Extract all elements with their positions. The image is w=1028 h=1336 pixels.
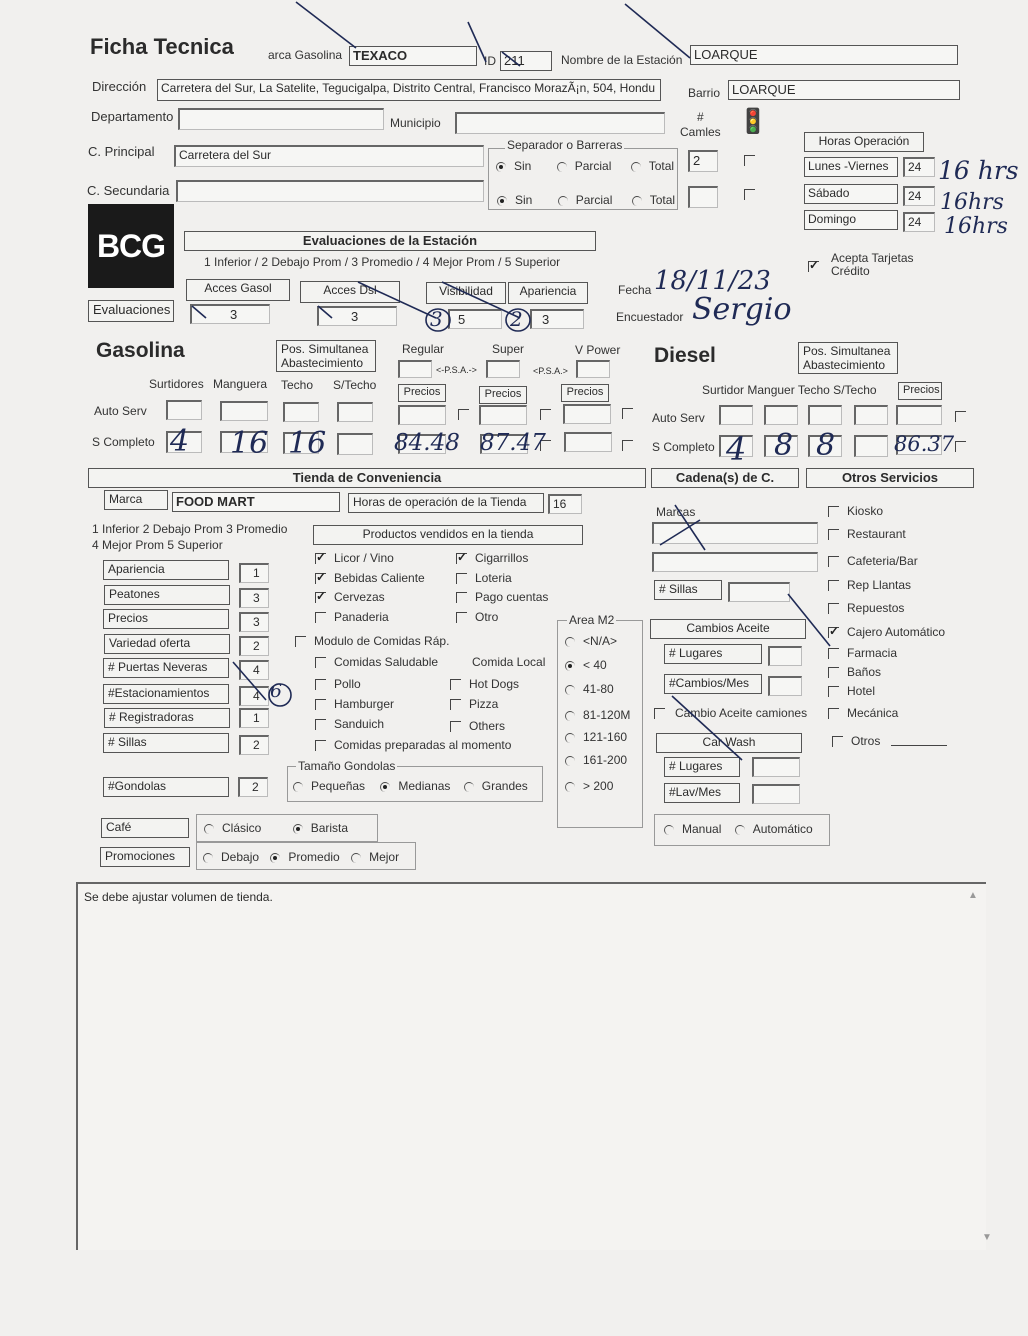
form-title: Ficha Tecnica: [90, 34, 234, 59]
otros-label: Cajero Automático: [847, 625, 946, 639]
marcas-field-2[interactable]: [652, 552, 818, 572]
barrio-label: Barrio: [688, 86, 721, 100]
cadena-sillas-label: # Sillas: [654, 580, 722, 600]
tienda-horas-label: Horas de operación de la Tienda: [348, 493, 544, 513]
manguera-label: Manguera: [213, 377, 268, 391]
diesel-pos-simultanea: Pos. Simultanea Abastecimiento: [798, 342, 898, 374]
gas-auto-regular-precio[interactable]: [398, 405, 446, 425]
carwash-mode-options: [664, 822, 813, 836]
tamano-label: Grandes: [481, 779, 528, 793]
wash-option-label: Manual: [682, 822, 722, 836]
techo-label: Techo: [281, 378, 314, 392]
area-option-label: 161-200: [583, 753, 628, 767]
productos-title: Productos vendidos en la tienda: [313, 525, 583, 545]
apariencia-eval-note: 2: [510, 307, 523, 331]
gas-auto-vpower-check[interactable]: [622, 405, 641, 420]
tamano-options: [293, 779, 528, 793]
gas-regular-precio-hand: 84.48: [394, 430, 460, 456]
diesel-completo-stecho[interactable]: [854, 435, 888, 457]
separador1-sin-radio[interactable]: [496, 162, 506, 172]
camiles-field-2[interactable]: [688, 186, 718, 208]
calle-secundaria-label: C. Secundaria: [87, 183, 170, 198]
gas-auto-super-precio[interactable]: [479, 405, 527, 425]
otros-mecanica[interactable]: [828, 706, 898, 720]
separador-row1: [496, 159, 674, 173]
comida-label: Hamburger: [334, 697, 395, 711]
comments-area[interactable]: [76, 882, 986, 1250]
tarjetas-checkbox[interactable]: [808, 258, 827, 273]
cambios-aceite-title: Cambios Aceite: [650, 619, 806, 639]
visibilidad-note: 3: [430, 307, 443, 331]
otros-label: Kiosko: [847, 504, 884, 518]
cambios-mes-label: #Cambios/Mes: [664, 674, 762, 694]
gondolas-label: #Gondolas: [103, 777, 229, 797]
acces-gasol-label: Acces Gasol: [186, 279, 290, 301]
horas-lunes-label: Lunes -Viernes: [804, 157, 898, 177]
area-option-label: > 200: [583, 779, 614, 793]
comida-label: Others: [469, 719, 506, 733]
super-psa-field[interactable]: [486, 360, 520, 378]
psa-label-1: <-P.S.A.->: [436, 365, 477, 375]
promo-option-label: Debajo: [221, 850, 260, 864]
comida-hamburger[interactable]: [315, 697, 394, 711]
prod-otro[interactable]: [456, 610, 498, 624]
promo-option-label: Promedio: [288, 850, 340, 864]
prod-label: Bebidas Caliente: [334, 571, 425, 585]
prod-label: Pago cuentas: [475, 590, 549, 604]
variedad-field[interactable]: 2: [239, 636, 269, 656]
tamano-medianas-radio[interactable]: [380, 782, 390, 792]
regular-label: Regular: [402, 342, 445, 356]
cambios-lugares-field[interactable]: [768, 646, 802, 666]
horas-lunes-note: 16 hrs: [938, 156, 1019, 185]
area-option-label: < 40: [583, 658, 607, 672]
promo-debajo-radio[interactable]: [203, 853, 213, 863]
comments-text: Se debe ajustar volumen de tienda.: [84, 890, 273, 904]
diesel-completo-check[interactable]: [955, 438, 974, 453]
comida-label: Hot Dogs: [469, 677, 520, 691]
gas-auto-vpower-precio[interactable]: [563, 404, 611, 424]
gondolas-field[interactable]: 2: [238, 777, 268, 797]
camiones-label: Cambio Aceite camiones: [675, 706, 808, 720]
comida-saludable[interactable]: [315, 655, 438, 669]
diesel-auto-manguera[interactable]: [764, 405, 798, 425]
regular-precios-label: Precios: [398, 384, 446, 402]
precios-label: Precios: [103, 609, 229, 629]
otros-banos[interactable]: [828, 665, 881, 679]
prod-licor[interactable]: [315, 551, 394, 565]
gas-auto-manguera[interactable]: [220, 401, 268, 421]
separador2-total-radio[interactable]: [632, 196, 642, 206]
cafe-option-label: Barista: [310, 821, 349, 835]
stroke-mark: [625, 4, 690, 58]
psa-label-2: <P.S.A.>: [533, 366, 568, 376]
area-lt40[interactable]: [565, 658, 607, 672]
precios-field[interactable]: 3: [239, 612, 269, 632]
puertas-neveras-label: # Puertas Neveras: [103, 658, 229, 678]
otros-label: Mecánica: [847, 706, 899, 720]
apariencia-eval-field[interactable]: 3: [530, 309, 584, 329]
prod-pago-cuentas[interactable]: [456, 590, 548, 604]
gas-completo-surtidores-hand: 4: [170, 424, 190, 459]
prod-loteria[interactable]: [456, 571, 512, 585]
calle-principal-label: C. Principal: [88, 144, 155, 159]
otros-label: Rep Llantas: [847, 578, 912, 592]
comida-pollo[interactable]: [315, 677, 361, 691]
cadena-sillas-field[interactable]: [728, 582, 790, 602]
area-group: [557, 620, 643, 828]
prod-cigarrillos[interactable]: [456, 551, 528, 565]
diesel-auto-serv-label: Auto Serv: [652, 411, 705, 425]
carwash-title: Car Wash: [656, 733, 802, 753]
comida-pizza[interactable]: [450, 697, 498, 711]
gas-auto-surtidores[interactable]: [166, 400, 202, 420]
comida-local-label: Comida Local: [472, 655, 546, 669]
cafe-label: Café: [101, 818, 189, 838]
otros-title: Otros Servicios: [806, 468, 974, 488]
departamento-label: Departamento: [91, 109, 174, 124]
prod-label: Cigarrillos: [475, 551, 529, 565]
cafe-clasico-radio[interactable]: [204, 824, 214, 834]
area-option-label: <N/A>: [583, 634, 618, 648]
diesel-auto-surtidor[interactable]: [719, 405, 753, 425]
tienda-sillas-field[interactable]: 2: [239, 735, 269, 755]
nombre-estacion-field[interactable]: LOARQUE: [690, 45, 958, 65]
otros-label: Baños: [847, 665, 882, 679]
promo-mejor-radio[interactable]: [351, 853, 361, 863]
cafe-barista-radio[interactable]: [293, 824, 303, 834]
tienda-horas-field[interactable]: 16: [548, 494, 582, 514]
estacionamientos-note: 6: [270, 680, 283, 702]
tienda-scale-1: 1 Inferior 2 Debajo Prom 3 Promedio: [92, 522, 288, 536]
diesel-completo-label: S Completo: [652, 440, 715, 454]
gas-completo-vpower-precio[interactable]: [564, 432, 612, 452]
otros-restaurant[interactable]: [828, 527, 906, 541]
gas-auto-serv-label: Auto Serv: [94, 404, 147, 418]
gas-completo-manguera-hand: 16: [230, 426, 269, 461]
marca-gasolina-label: arca Gasolina: [268, 48, 343, 62]
gas-completo-techo-hand: 16: [288, 426, 327, 461]
apariencia-field[interactable]: 1: [239, 563, 269, 583]
gas-completo-vpower-check[interactable]: [622, 437, 641, 452]
gasolina-title: Gasolina: [96, 339, 185, 362]
comida-label: Comidas Saludable: [334, 655, 439, 669]
vpower-precios-label: Precios: [561, 384, 609, 402]
direccion-field[interactable]: Carretera del Sur, La Satelite, Tegucigalpa, Distrito Central, Francisco MorazÃ¡n, 504, Hondu: [157, 79, 661, 101]
camiles-hash: #: [697, 110, 704, 124]
horas-domingo-note: 16hrs: [944, 214, 1008, 239]
tienda-scale-2: 4 Mejor Prom 5 Superior: [92, 538, 223, 552]
evaluaciones-scale: 1 Inferior / 2 Debajo Prom / 3 Promedio / 4 Mejor Prom / 5 Superior: [204, 255, 561, 269]
super-label: Super: [492, 342, 525, 356]
area-label: Area M2: [569, 613, 615, 627]
marcas-field-1[interactable]: [652, 522, 818, 544]
wash-option-label: Automático: [752, 822, 813, 836]
prod-label: Cervezas: [334, 590, 385, 604]
tarjetas-label: Acepta Tarjetas Crédito: [831, 251, 914, 278]
camiles-field[interactable]: 2: [688, 150, 718, 172]
comida-label: Pizza: [469, 697, 499, 711]
cafe-options: [204, 821, 348, 835]
diesel-cols-label: Surtidor Manguer Techo S/Techo: [702, 383, 877, 397]
carwash-lugares-label: # Lugares: [664, 757, 740, 777]
gas-auto-techo[interactable]: [283, 402, 319, 422]
diesel-auto-check[interactable]: [955, 408, 974, 423]
carwash-lav-field[interactable]: [752, 784, 800, 804]
calle-principal-field[interactable]: Carretera del Sur: [174, 145, 484, 167]
evaluaciones-button[interactable]: Evaluaciones: [88, 300, 174, 322]
horas-operacion-title: Horas Operación: [804, 132, 924, 152]
regular-psa-field[interactable]: [398, 360, 432, 378]
municipio-field[interactable]: [455, 112, 665, 134]
marca-gasolina-field[interactable]: TEXACO: [349, 46, 477, 66]
otros-label: Repuestos: [847, 601, 905, 615]
separador2-parcial-radio[interactable]: [558, 196, 568, 206]
puertas-neveras-field[interactable]: 4: [239, 660, 269, 680]
prod-bebidas[interactable]: [315, 571, 425, 585]
carwash-automatico-radio[interactable]: [735, 825, 745, 835]
tienda-marca-label: Marca: [104, 490, 168, 510]
acces-dsl-label: Acces Dsl: [300, 281, 400, 303]
cadena-title: Cadena(s) de C.: [651, 468, 799, 488]
cambios-lugares-label: # Lugares: [664, 644, 762, 664]
marcas-label: Marcas: [656, 505, 696, 519]
prod-label: Loteria: [475, 571, 512, 585]
comida-label: Pollo: [334, 677, 361, 691]
peatones-label: Peatones: [104, 585, 230, 605]
modulo-comidas[interactable]: [295, 634, 449, 648]
comida-preparada[interactable]: [315, 738, 511, 752]
diesel-auto-stecho[interactable]: [854, 405, 888, 425]
encuestador-value: Sergio: [692, 292, 792, 327]
cafe-option-label: Clásico: [222, 821, 262, 835]
area-121-160[interactable]: [565, 730, 627, 744]
gas-completo-stecho[interactable]: [337, 433, 373, 455]
opt-label: Total: [648, 159, 675, 173]
stroke-mark: [296, 2, 356, 48]
gondolas-tamano-label: Tamaño Gondolas: [298, 759, 396, 773]
estacionamientos-label: #Estacionamientos: [103, 684, 229, 704]
direccion-label: Dirección: [92, 79, 147, 94]
area-81-120[interactable]: [565, 708, 630, 722]
comida-others[interactable]: [450, 719, 505, 733]
gasolina-pos-simultanea: Pos. Simultanea Abastecimiento: [276, 340, 376, 372]
promo-option-label: Mejor: [369, 850, 400, 864]
tienda-title: Tienda de Conveniencia: [88, 468, 646, 488]
gas-auto-regular-check[interactable]: [458, 406, 477, 421]
acces-dsl-field[interactable]: 3: [317, 306, 397, 326]
otros-kiosko[interactable]: [828, 504, 883, 518]
otros-repuestos[interactable]: [828, 601, 904, 615]
otros-label: Hotel: [847, 684, 876, 698]
otros-label: Restaurant: [847, 527, 906, 541]
bcg-logo: BCG: [88, 204, 174, 288]
area-gt200[interactable]: [565, 779, 613, 793]
otros-cajero[interactable]: [828, 625, 945, 639]
nombre-estacion-label: Nombre de la Estación: [561, 53, 683, 67]
cambios-mes-field[interactable]: [768, 676, 802, 696]
tienda-sillas-label: # Sillas: [103, 733, 229, 753]
registradoras-field[interactable]: 1: [239, 708, 269, 728]
camiles-check-1[interactable]: [744, 152, 763, 167]
comida-label: Sanduich: [334, 717, 385, 731]
area-option-label: 81-120M: [583, 708, 631, 722]
otros-cafeteria[interactable]: [828, 554, 918, 568]
diesel-completo-manguera-hand: 8: [774, 428, 794, 463]
promociones-label: Promociones: [100, 847, 190, 867]
separador2-sin-radio[interactable]: [497, 196, 507, 206]
fecha-value: 18/11/23: [654, 266, 771, 296]
tamano-pequenas-radio[interactable]: [293, 782, 303, 792]
separador-label: Separador o Barreras: [507, 138, 623, 152]
diesel-precio-hand: 86.37: [894, 432, 955, 456]
otros-otros-line: [891, 745, 947, 746]
gas-completo-label: S Completo: [92, 435, 155, 449]
fecha-label: Fecha: [618, 283, 652, 297]
cambio-camiones[interactable]: [654, 706, 807, 720]
encuestador-label: Encuestador: [616, 310, 684, 324]
traffic-light-icon: 🚦: [738, 108, 768, 135]
horas-domingo-label: Domingo: [804, 210, 898, 230]
tamano-label: Medianas: [398, 779, 451, 793]
horas-sabado-label: Sábado: [804, 184, 898, 204]
prod-label: Otro: [475, 610, 499, 624]
opt-label: Sin: [515, 193, 533, 207]
prod-cervezas[interactable]: [315, 590, 385, 604]
prod-label: Licor / Vino: [334, 551, 394, 565]
prod-label: Panaderia: [334, 610, 389, 624]
comida-label: Comidas preparadas al momento: [334, 738, 512, 752]
id-field[interactable]: 211: [500, 51, 552, 71]
camiles-check-2[interactable]: [744, 186, 763, 201]
visibilidad-label: Visibilidad: [426, 282, 506, 304]
gas-auto-stecho[interactable]: [337, 402, 373, 422]
carwash-manual-radio[interactable]: [664, 825, 674, 835]
variedad-label: Variedad oferta: [104, 634, 230, 654]
registradoras-label: # Registradoras: [104, 708, 230, 728]
area-option-label: 121-160: [583, 730, 628, 744]
otros-label: Farmacia: [847, 646, 898, 660]
gas-super-precio-hand: 87.47: [480, 430, 546, 456]
vpower-psa-field[interactable]: [576, 360, 610, 378]
camiles-label: Camles: [680, 125, 721, 139]
opt-label: Parcial: [574, 159, 612, 173]
separador-row2: [497, 193, 675, 207]
promo-promedio-radio[interactable]: [270, 853, 280, 863]
otros-label: Cafeteria/Bar: [847, 554, 918, 568]
modulo-label: Modulo de Comidas Ráp.: [314, 634, 450, 648]
opt-label: Total: [649, 193, 676, 207]
area-na[interactable]: [565, 634, 617, 648]
diesel-auto-techo[interactable]: [808, 405, 842, 425]
prod-panaderia[interactable]: [315, 610, 389, 624]
municipio-label: Municipio: [390, 116, 441, 130]
estacionamientos-field[interactable]: 4: [239, 686, 269, 706]
super-precios-label: Precios: [479, 386, 527, 404]
opt-label: Sin: [514, 159, 532, 173]
stecho-label: S/Techo: [333, 378, 377, 392]
visibilidad-field[interactable]: 5: [448, 309, 502, 329]
tienda-marca-field[interactable]: FOOD MART: [172, 492, 340, 512]
evaluaciones-title: Evaluaciones de la Estación: [184, 231, 596, 251]
horas-domingo-field[interactable]: 24: [903, 212, 935, 232]
tamano-label: Pequeñas: [311, 779, 366, 793]
comida-sanduich[interactable]: [315, 717, 384, 731]
apariencia-eval-label: Apariencia: [508, 282, 588, 304]
opt-label: Parcial: [575, 193, 613, 207]
gas-auto-super-check[interactable]: [540, 406, 559, 421]
barrio-field[interactable]: LOARQUE: [728, 80, 960, 100]
separador1-parcial-radio[interactable]: [557, 162, 567, 172]
horas-sabado-field[interactable]: 24: [903, 186, 935, 206]
otros-rep-llantas[interactable]: [828, 578, 911, 592]
peatones-field[interactable]: 3: [239, 588, 269, 608]
vpower-label: V Power: [575, 343, 621, 357]
scroll-up-icon[interactable]: ▲: [968, 890, 978, 901]
area-option-label: 41-80: [583, 682, 614, 696]
otros-hotel[interactable]: [828, 684, 875, 698]
departamento-field[interactable]: [178, 108, 384, 130]
diesel-completo-surtidor-hand: 4: [726, 430, 747, 468]
comida-hotdogs[interactable]: [450, 677, 519, 691]
id-label: ID: [484, 54, 496, 68]
diesel-title: Diesel: [654, 344, 716, 367]
diesel-completo-techo-hand: 8: [816, 428, 836, 463]
separador1-total-radio[interactable]: [631, 162, 641, 172]
diesel-auto-precio[interactable]: [896, 405, 942, 425]
calle-secundaria-field[interactable]: [176, 180, 484, 202]
carwash-lav-label: #Lav/Mes: [664, 783, 740, 803]
scroll-down-icon[interactable]: ▼: [982, 1232, 992, 1243]
area-41-80[interactable]: [565, 682, 614, 696]
tamano-grandes-radio[interactable]: [464, 782, 474, 792]
promo-options: [203, 850, 399, 864]
acces-gasol-field[interactable]: 3: [190, 304, 270, 324]
otros-farmacia[interactable]: [828, 646, 897, 660]
horas-lunes-field[interactable]: 24: [903, 157, 935, 177]
otros-label: Otros: [851, 734, 881, 748]
diesel-precios-label: Precios: [898, 382, 942, 400]
carwash-lugares-field[interactable]: [752, 757, 800, 777]
surtidores-label: Surtidores: [149, 377, 204, 391]
apariencia-label: Apariencia: [103, 560, 229, 580]
horas-sabado-note: 16hrs: [940, 190, 1004, 215]
otros-otros[interactable]: [832, 734, 880, 748]
area-161-200[interactable]: [565, 753, 627, 767]
